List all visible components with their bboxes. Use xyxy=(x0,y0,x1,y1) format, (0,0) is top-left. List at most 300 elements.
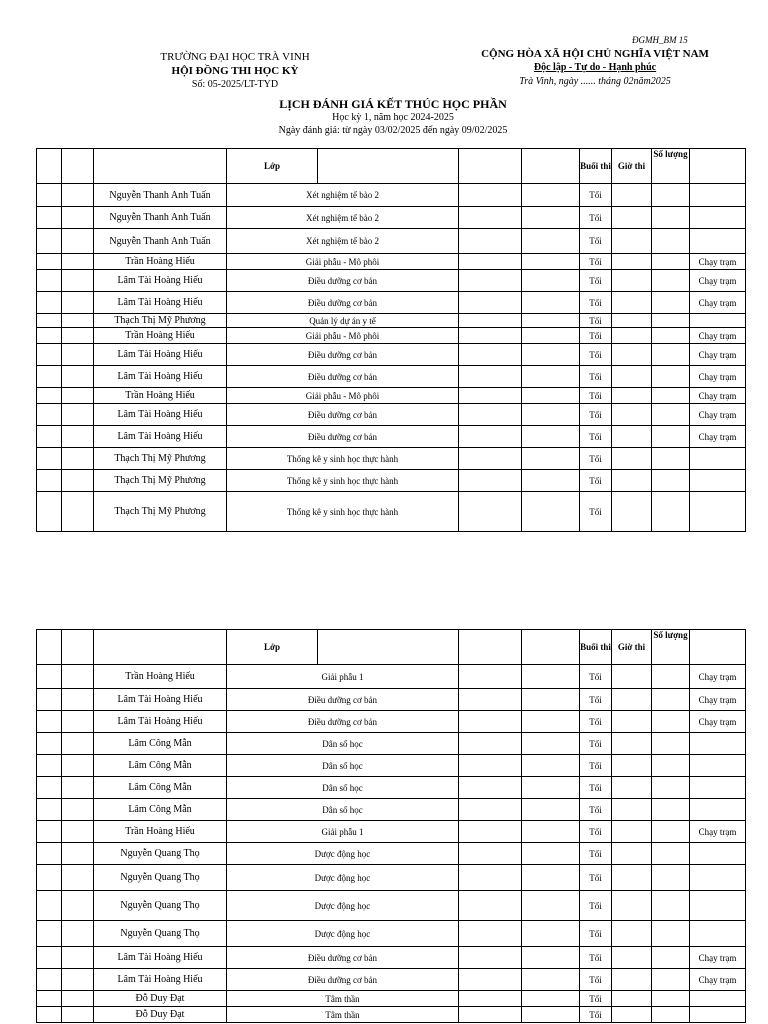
exam-time xyxy=(612,207,652,229)
course-name: Dân số học xyxy=(227,755,459,777)
exam-quantity xyxy=(652,777,690,799)
exam-quantity xyxy=(652,492,690,532)
cell-empty xyxy=(522,426,580,448)
exam-session: Tối xyxy=(580,665,612,689)
exam-quantity xyxy=(652,689,690,711)
exam-session: Tối xyxy=(580,344,612,366)
exam-time xyxy=(612,388,652,404)
cell-empty xyxy=(459,492,522,532)
exam-note: Chạy trạm xyxy=(690,292,746,314)
header-time: Giờ thi xyxy=(612,149,652,184)
course-name: Dược động học xyxy=(227,891,459,921)
exam-session: Tối xyxy=(580,184,612,207)
cell-empty xyxy=(37,448,62,470)
table-row xyxy=(37,404,746,426)
lecturer-name: Trần Hoàng Hiếu xyxy=(94,388,227,404)
exam-quantity xyxy=(652,843,690,865)
exam-note xyxy=(690,448,746,470)
course-name: Điều dưỡng cơ bản xyxy=(227,426,459,448)
exam-note xyxy=(690,921,746,947)
exam-session: Tối xyxy=(580,777,612,799)
table-row xyxy=(37,755,746,777)
cell-empty xyxy=(459,207,522,229)
document-number: Số: 05-2025/LT-TYD xyxy=(191,79,279,90)
cell-empty xyxy=(37,184,62,207)
lecturer-name: Trần Hoàng Hiếu xyxy=(94,254,227,270)
course-name: Điều dưỡng cơ bản xyxy=(227,404,459,426)
lecturer-name: Nguyễn Thanh Anh Tuấn xyxy=(94,184,227,207)
table-row xyxy=(37,229,746,254)
cell-empty xyxy=(62,821,94,843)
exam-session: Tối xyxy=(580,921,612,947)
exam-time xyxy=(612,314,652,328)
exam-quantity xyxy=(652,799,690,821)
cell-empty xyxy=(522,1007,580,1023)
cell-empty xyxy=(37,711,62,733)
exam-time xyxy=(612,843,652,865)
exam-note: Chạy trạm xyxy=(690,344,746,366)
course-name: Dân số học xyxy=(227,777,459,799)
exam-note: Chạy trạm xyxy=(690,969,746,991)
cell-empty xyxy=(522,733,580,755)
exam-quantity xyxy=(652,448,690,470)
exam-quantity xyxy=(652,328,690,344)
exam-quantity xyxy=(652,665,690,689)
cell-empty xyxy=(522,492,580,532)
header-session: Buổi thi xyxy=(580,149,612,184)
exam-quantity xyxy=(652,314,690,328)
cell-empty xyxy=(37,470,62,492)
lecturer-name: Lâm Tài Hoàng Hiếu xyxy=(94,270,227,292)
cell-empty xyxy=(459,821,522,843)
table-row xyxy=(37,799,746,821)
lecturer-name: Lâm Tài Hoàng Hiếu xyxy=(94,404,227,426)
exam-note xyxy=(690,492,746,532)
course-name: Điều dưỡng cơ bản xyxy=(227,689,459,711)
cell-empty xyxy=(62,328,94,344)
cell-empty xyxy=(62,184,94,207)
lecturer-name: Lâm Công Mẫn xyxy=(94,777,227,799)
exam-quantity xyxy=(652,270,690,292)
cell-empty xyxy=(37,799,62,821)
cell-empty xyxy=(459,426,522,448)
cell-empty xyxy=(522,947,580,969)
exam-session: Tối xyxy=(580,492,612,532)
exam-session: Tối xyxy=(580,689,612,711)
exam-note xyxy=(690,1007,746,1023)
table-row xyxy=(37,947,746,969)
exam-time xyxy=(612,689,652,711)
exam-note: Chạy trạm xyxy=(690,711,746,733)
cell-empty xyxy=(62,755,94,777)
course-name: Điều dưỡng cơ bản xyxy=(227,969,459,991)
header-cell-empty xyxy=(94,630,227,665)
header-cell-empty xyxy=(37,149,62,184)
table-row xyxy=(37,843,746,865)
schedule-table-2 xyxy=(36,629,746,1023)
cell-empty xyxy=(37,755,62,777)
exam-note xyxy=(690,865,746,891)
exam-quantity xyxy=(652,891,690,921)
cell-empty xyxy=(37,314,62,328)
cell-empty xyxy=(62,1007,94,1023)
course-name: Xét nghiệm tế bào 2 xyxy=(227,229,459,254)
cell-empty xyxy=(62,891,94,921)
cell-empty xyxy=(37,733,62,755)
course-name: Dân số học xyxy=(227,733,459,755)
exam-note xyxy=(690,207,746,229)
exam-quantity xyxy=(652,207,690,229)
exam-note xyxy=(690,843,746,865)
lecturer-name: Thạch Thị Mỹ Phương xyxy=(94,314,227,328)
exam-note xyxy=(690,777,746,799)
header-class: Lớp xyxy=(227,149,318,184)
date-line: Trà Vinh, ngày ...... tháng 02năm2025 xyxy=(519,76,671,87)
exam-time xyxy=(612,891,652,921)
exam-time xyxy=(612,366,652,388)
exam-quantity xyxy=(652,470,690,492)
exam-note xyxy=(690,470,746,492)
exam-quantity xyxy=(652,947,690,969)
table-row xyxy=(37,921,746,947)
table-row xyxy=(37,969,746,991)
lecturer-name: Lâm Tài Hoàng Hiếu xyxy=(94,426,227,448)
lecturer-name: Nguyễn Thanh Anh Tuấn xyxy=(94,229,227,254)
exam-time xyxy=(612,470,652,492)
cell-empty xyxy=(459,184,522,207)
cell-empty xyxy=(37,207,62,229)
header-row xyxy=(37,149,746,184)
cell-empty xyxy=(62,254,94,270)
nation-block xyxy=(470,47,720,89)
course-name: Xét nghiệm tế bào 2 xyxy=(227,207,459,229)
header-cell-empty xyxy=(522,149,580,184)
cell-empty xyxy=(459,891,522,921)
exam-time xyxy=(612,733,652,755)
table-row xyxy=(37,270,746,292)
header-cell-empty xyxy=(318,149,459,184)
exam-quantity xyxy=(652,711,690,733)
cell-empty xyxy=(522,292,580,314)
cell-empty xyxy=(522,344,580,366)
course-name: Dược động học xyxy=(227,843,459,865)
header-cell-empty xyxy=(690,630,746,665)
exam-note: Chạy trạm xyxy=(690,821,746,843)
cell-empty xyxy=(62,292,94,314)
lecturer-name: Đỗ Duy Đạt xyxy=(94,1007,227,1023)
lecturer-name: Nguyễn Thanh Anh Tuấn xyxy=(94,207,227,229)
exam-quantity xyxy=(652,184,690,207)
header-cell-empty xyxy=(94,149,227,184)
exam-time xyxy=(612,969,652,991)
exam-session: Tối xyxy=(580,891,612,921)
cell-empty xyxy=(459,777,522,799)
document-title: LỊCH ĐÁNH GIÁ KẾT THÚC HỌC PHẦN xyxy=(279,97,507,111)
form-code: ĐGMH_BM 15 xyxy=(632,35,688,45)
course-name: Thống kê y sinh học thực hành xyxy=(227,470,459,492)
exam-time xyxy=(612,229,652,254)
header-cell-empty xyxy=(318,630,459,665)
cell-empty xyxy=(37,254,62,270)
exam-session: Tối xyxy=(580,470,612,492)
cell-empty xyxy=(37,404,62,426)
cell-empty xyxy=(37,969,62,991)
table-row xyxy=(37,426,746,448)
cell-empty xyxy=(62,426,94,448)
exam-note: Chạy trạm xyxy=(690,388,746,404)
lecturer-name: Lâm Tài Hoàng Hiếu xyxy=(94,292,227,314)
course-name: Giải phẫu - Mô phôi xyxy=(227,254,459,270)
exam-quantity xyxy=(652,969,690,991)
cell-empty xyxy=(459,366,522,388)
lecturer-name: Nguyễn Quang Thọ xyxy=(94,891,227,921)
cell-empty xyxy=(62,388,94,404)
lecturer-name: Lâm Công Mẫn xyxy=(94,799,227,821)
exam-quantity xyxy=(652,366,690,388)
course-name: Điều dưỡng cơ bản xyxy=(227,292,459,314)
header-cell-empty xyxy=(37,630,62,665)
cell-empty xyxy=(459,969,522,991)
cell-empty xyxy=(62,733,94,755)
exam-time xyxy=(612,448,652,470)
table-row xyxy=(37,184,746,207)
exam-note: Chạy trạm xyxy=(690,270,746,292)
cell-empty xyxy=(522,969,580,991)
cell-empty xyxy=(522,366,580,388)
exam-session: Tối xyxy=(580,711,612,733)
cell-empty xyxy=(459,254,522,270)
exam-quantity xyxy=(652,344,690,366)
exam-note: Chạy trạm xyxy=(690,254,746,270)
exam-time xyxy=(612,921,652,947)
table-row xyxy=(37,665,746,689)
header-cell-empty xyxy=(459,630,522,665)
cell-empty xyxy=(459,448,522,470)
cell-empty xyxy=(62,947,94,969)
cell-empty xyxy=(62,404,94,426)
cell-empty xyxy=(37,947,62,969)
course-name: Tâm thần xyxy=(227,1007,459,1023)
table-row xyxy=(37,991,746,1007)
course-name: Tâm thần xyxy=(227,991,459,1007)
cell-empty xyxy=(459,921,522,947)
header-cell-empty xyxy=(62,149,94,184)
cell-empty xyxy=(62,711,94,733)
cell-empty xyxy=(37,991,62,1007)
exam-session: Tối xyxy=(580,270,612,292)
header-cell-empty xyxy=(690,149,746,184)
cell-empty xyxy=(37,344,62,366)
course-name: Điều dưỡng cơ bản xyxy=(227,270,459,292)
exam-quantity xyxy=(652,1007,690,1023)
cell-empty xyxy=(62,843,94,865)
cell-empty xyxy=(459,328,522,344)
exam-session: Tối xyxy=(580,865,612,891)
cell-empty xyxy=(459,947,522,969)
cell-empty xyxy=(459,314,522,328)
course-name: Giải phẫu - Mô phôi xyxy=(227,328,459,344)
table-row xyxy=(37,821,746,843)
cell-empty xyxy=(522,328,580,344)
exam-note: Chạy trạm xyxy=(690,426,746,448)
course-name: Dân số học xyxy=(227,799,459,821)
cell-empty xyxy=(522,689,580,711)
exam-note: Chạy trạm xyxy=(690,404,746,426)
course-name: Dược động học xyxy=(227,865,459,891)
title-block xyxy=(0,98,768,137)
cell-empty xyxy=(62,470,94,492)
cell-empty xyxy=(522,755,580,777)
cell-empty xyxy=(62,991,94,1007)
cell-empty xyxy=(459,292,522,314)
nation-title: CỘNG HÒA XÃ HỘI CHỦ NGHĨA VIỆT NAM xyxy=(481,48,709,60)
cell-empty xyxy=(522,799,580,821)
cell-empty xyxy=(459,733,522,755)
cell-empty xyxy=(37,865,62,891)
header-quantity: Số lượng xyxy=(652,630,690,665)
exam-note xyxy=(690,755,746,777)
cell-empty xyxy=(62,314,94,328)
cell-empty xyxy=(62,921,94,947)
schedule-table-1 xyxy=(36,148,746,532)
cell-empty xyxy=(62,366,94,388)
table-row xyxy=(37,207,746,229)
exam-quantity xyxy=(652,292,690,314)
cell-empty xyxy=(62,270,94,292)
course-name: Giải phẫu 1 xyxy=(227,665,459,689)
exam-session: Tối xyxy=(580,448,612,470)
table-row xyxy=(37,254,746,270)
issuer-block xyxy=(150,50,320,92)
course-name: Thống kê y sinh học thực hành xyxy=(227,492,459,532)
lecturer-name: Lâm Công Mẫn xyxy=(94,755,227,777)
lecturer-name: Thạch Thị Mỹ Phương xyxy=(94,492,227,532)
cell-empty xyxy=(37,229,62,254)
cell-empty xyxy=(522,270,580,292)
cell-empty xyxy=(459,755,522,777)
cell-empty xyxy=(522,207,580,229)
exam-session: Tối xyxy=(580,314,612,328)
cell-empty xyxy=(459,711,522,733)
exam-time xyxy=(612,270,652,292)
cell-empty xyxy=(37,921,62,947)
exam-note xyxy=(690,891,746,921)
exam-quantity xyxy=(652,991,690,1007)
table-row xyxy=(37,314,746,328)
exam-note xyxy=(690,229,746,254)
exam-note xyxy=(690,314,746,328)
cell-empty xyxy=(522,843,580,865)
exam-time xyxy=(612,821,652,843)
course-name: Thống kê y sinh học thực hành xyxy=(227,448,459,470)
cell-empty xyxy=(62,777,94,799)
date-range-line: Ngày đánh giá: từ ngày 03/02/2025 đến ngày 09/02/2025 xyxy=(278,125,508,136)
cell-empty xyxy=(62,865,94,891)
table-row xyxy=(37,865,746,891)
cell-empty xyxy=(37,843,62,865)
cell-empty xyxy=(522,891,580,921)
cell-empty xyxy=(522,388,580,404)
exam-time xyxy=(612,404,652,426)
exam-session: Tối xyxy=(580,254,612,270)
exam-session: Tối xyxy=(580,404,612,426)
table-row xyxy=(37,448,746,470)
cell-empty xyxy=(459,1007,522,1023)
cell-empty xyxy=(522,665,580,689)
exam-session: Tối xyxy=(580,292,612,314)
cell-empty xyxy=(37,821,62,843)
exam-quantity xyxy=(652,229,690,254)
cell-empty xyxy=(37,292,62,314)
lecturer-name: Nguyễn Quang Thọ xyxy=(94,865,227,891)
table-row xyxy=(37,891,746,921)
table-row xyxy=(37,689,746,711)
exam-session: Tối xyxy=(580,207,612,229)
exam-quantity xyxy=(652,426,690,448)
header-cell-empty xyxy=(522,630,580,665)
exam-note: Chạy trạm xyxy=(690,328,746,344)
cell-empty xyxy=(37,1007,62,1023)
exam-session: Tối xyxy=(580,947,612,969)
exam-quantity xyxy=(652,821,690,843)
exam-time xyxy=(612,665,652,689)
lecturer-name: Trần Hoàng Hiếu xyxy=(94,821,227,843)
exam-quantity xyxy=(652,388,690,404)
cell-empty xyxy=(37,328,62,344)
nation-motto: Độc lập - Tự do - Hạnh phúc xyxy=(533,62,657,73)
exam-session: Tối xyxy=(580,328,612,344)
exam-session: Tối xyxy=(580,366,612,388)
header-cell-empty xyxy=(62,630,94,665)
lecturer-name: Thạch Thị Mỹ Phương xyxy=(94,448,227,470)
table-row xyxy=(37,366,746,388)
lecturer-name: Lâm Tài Hoàng Hiếu xyxy=(94,366,227,388)
cell-empty xyxy=(62,207,94,229)
cell-empty xyxy=(459,843,522,865)
course-name: Xét nghiệm tế bào 2 xyxy=(227,184,459,207)
cell-empty xyxy=(459,344,522,366)
cell-empty xyxy=(62,492,94,532)
cell-empty xyxy=(459,388,522,404)
header-session: Buổi thi xyxy=(580,630,612,665)
lecturer-name: Lâm Tài Hoàng Hiếu xyxy=(94,689,227,711)
exam-time xyxy=(612,711,652,733)
table-row xyxy=(37,470,746,492)
table-row xyxy=(37,388,746,404)
cell-empty xyxy=(459,665,522,689)
cell-empty xyxy=(522,184,580,207)
exam-note: Chạy trạm xyxy=(690,665,746,689)
cell-empty xyxy=(522,229,580,254)
course-name: Giải phẫu - Mô phôi xyxy=(227,388,459,404)
lecturer-name: Lâm Tài Hoàng Hiếu xyxy=(94,969,227,991)
course-name: Giải phẫu 1 xyxy=(227,821,459,843)
cell-empty xyxy=(459,470,522,492)
course-name: Dược động học xyxy=(227,921,459,947)
table-row xyxy=(37,328,746,344)
exam-session: Tối xyxy=(580,229,612,254)
cell-empty xyxy=(37,665,62,689)
lecturer-name: Đỗ Duy Đạt xyxy=(94,991,227,1007)
cell-empty xyxy=(522,448,580,470)
course-name: Điều dưỡng cơ bản xyxy=(227,947,459,969)
cell-empty xyxy=(522,470,580,492)
exam-session: Tối xyxy=(580,755,612,777)
exam-note xyxy=(690,799,746,821)
lecturer-name: Lâm Tài Hoàng Hiếu xyxy=(94,711,227,733)
header-time: Giờ thi xyxy=(612,630,652,665)
course-name: Quản lý dự án y tế xyxy=(227,314,459,328)
